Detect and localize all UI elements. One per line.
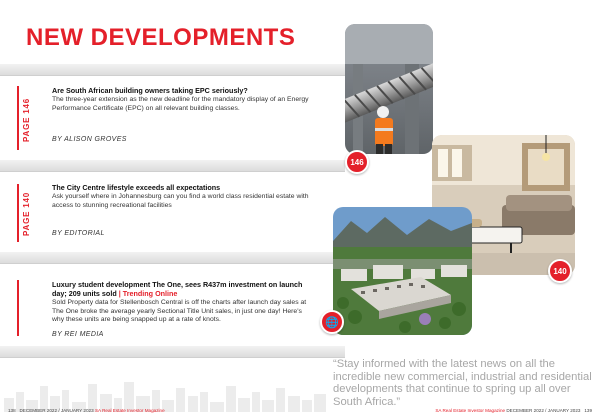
divider-rail	[0, 252, 345, 264]
magazine-name-right: SA Real Estate Investor Magazine	[435, 408, 506, 413]
article-summary: Sold Property data for Stellenbosch Central is off the charts after launch day sales at The One broke the average yearly Sectional Title Unit sales, in just one day! Here's why these units are being snapped up at a rate of knots.	[52, 299, 307, 324]
article-city-centre[interactable]	[52, 183, 312, 210]
photo-stellenbosch-aerial[interactable]	[333, 207, 472, 335]
article-byline: BY REI MEDIA	[52, 331, 104, 338]
page-badge-140[interactable]: 140	[548, 259, 572, 283]
pull-quote: “Stay informed with the latest news on all the incredible new commercial, industrial and residential developments that continue to spring up all over South Africa.”	[333, 358, 592, 408]
footer-right	[435, 408, 592, 413]
page-label-146: PAGE 146	[22, 97, 31, 142]
page-title: NEW DEVELOPMENTS	[26, 24, 296, 51]
divider-rail	[0, 346, 345, 358]
footer-left	[8, 408, 165, 413]
article-headline[interactable]: Are South African building owners taking EPC seriously?	[52, 86, 248, 95]
headline-text[interactable]: Luxury student development The One, sees R437m investment on launch day; 209 units sold	[52, 280, 303, 298]
divider-rail	[0, 160, 345, 172]
article-summary: The three-year extension as the new deadline for the mandatory display of an Energy Performance Certificate (EPC) on all relevant building classes.	[52, 96, 309, 112]
trending-online-tag[interactable]: | Trending Online	[118, 289, 178, 298]
article-epc[interactable]	[52, 86, 312, 113]
article-marker-bar	[17, 184, 19, 242]
magazine-name-left: SA Real Estate Investor Magazine	[94, 408, 165, 413]
page-label-140: PAGE 140	[22, 191, 31, 236]
city-skyline-graphic	[0, 378, 330, 412]
photo-construction-worker[interactable]	[345, 24, 433, 154]
page-number-right: 139	[584, 408, 592, 413]
article-byline: BY ALISON GROVES	[52, 136, 127, 143]
article-the-one[interactable]	[52, 280, 312, 325]
article-summary: Ask yourself where in Johannesburg can you find a world class residential estate with access to stunning recreational facilities	[52, 193, 309, 209]
article-byline: BY EDITORIAL	[52, 230, 105, 237]
article-headline[interactable]	[52, 280, 312, 298]
article-headline[interactable]: The City Centre lifestyle exceeds all expectations	[52, 183, 221, 192]
article-marker-bar	[17, 86, 19, 150]
page-number-left: 138	[8, 408, 16, 413]
article-marker-bar	[17, 280, 19, 336]
divider-rail	[0, 64, 345, 76]
issue-date-left: DECEMBER 2022 / JANUARY 2023	[19, 408, 94, 413]
page-badge-146[interactable]: 146	[345, 150, 369, 174]
issue-date-right: DECEMBER 2022 / JANUARY 2023	[506, 408, 581, 413]
globe-icon[interactable]: 🌐	[320, 310, 344, 334]
